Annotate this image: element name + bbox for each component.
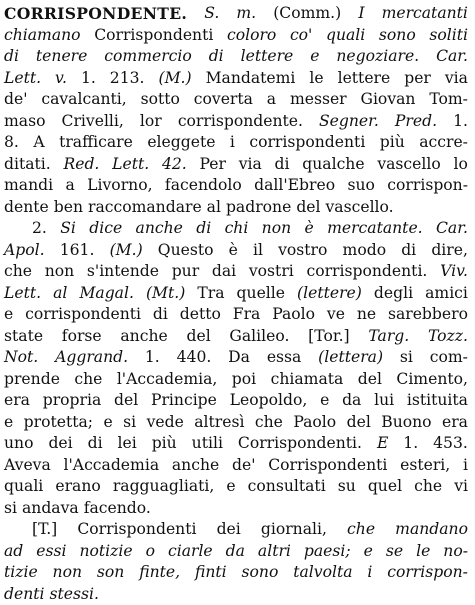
word: I bbox=[358, 3, 364, 25]
word: Apol. bbox=[4, 240, 45, 262]
word: v. bbox=[55, 68, 67, 90]
word: e bbox=[226, 476, 235, 498]
word: prende bbox=[4, 369, 60, 391]
word: vascello bbox=[377, 154, 440, 176]
word: finti bbox=[195, 562, 227, 584]
word: Paolo bbox=[293, 412, 336, 434]
word: de' bbox=[232, 455, 256, 477]
word: lo bbox=[454, 154, 468, 176]
word: quel bbox=[368, 476, 402, 498]
word: che bbox=[255, 412, 283, 434]
word: poi bbox=[232, 369, 256, 391]
word: quali bbox=[4, 476, 43, 498]
word: (lettere) bbox=[297, 283, 362, 305]
word: l'Accademia, bbox=[117, 369, 218, 391]
word: com- bbox=[430, 347, 468, 369]
word: mercatanti bbox=[382, 3, 468, 25]
word: del bbox=[186, 326, 210, 348]
word: più bbox=[380, 132, 405, 154]
word: amici bbox=[425, 283, 468, 305]
word: Fra bbox=[233, 304, 261, 326]
word: tenere bbox=[36, 46, 87, 68]
word: chiamata bbox=[271, 369, 344, 391]
word: Tom- bbox=[429, 89, 468, 111]
word: Questo bbox=[158, 240, 214, 262]
text-line bbox=[4, 111, 468, 133]
word: non bbox=[262, 218, 291, 240]
word: messer bbox=[290, 89, 347, 111]
word: altresì bbox=[194, 412, 244, 434]
dictionary-entry bbox=[4, 3, 468, 605]
word: Aggrand. bbox=[55, 347, 128, 369]
word: 440. bbox=[177, 347, 212, 369]
word: facendolo bbox=[165, 175, 242, 197]
word: era bbox=[442, 412, 468, 434]
word: E bbox=[377, 433, 388, 455]
word: protetta; bbox=[24, 412, 93, 434]
text-line bbox=[4, 3, 468, 25]
word: di bbox=[153, 304, 168, 326]
word: corrispon- bbox=[387, 175, 468, 197]
word: 453. bbox=[433, 433, 468, 455]
word: più bbox=[152, 433, 177, 455]
word: i bbox=[230, 132, 235, 154]
word: che bbox=[4, 261, 32, 283]
word: dire, bbox=[431, 240, 468, 262]
word: padrone bbox=[226, 197, 291, 219]
word: anche bbox=[136, 218, 183, 240]
word: che bbox=[347, 519, 375, 541]
word: ben bbox=[54, 197, 83, 219]
word: di bbox=[4, 46, 19, 68]
word: 161. bbox=[60, 240, 95, 262]
word: vi bbox=[454, 476, 468, 498]
word: Corrispondenti bbox=[94, 25, 213, 47]
word: a bbox=[65, 175, 74, 197]
word: CORRISPONDENTE. bbox=[4, 3, 187, 25]
word: de' bbox=[4, 89, 28, 111]
word: o bbox=[146, 541, 155, 563]
word: corrispondenti. bbox=[306, 261, 427, 283]
word: vostro bbox=[278, 240, 327, 262]
word: detto bbox=[180, 304, 221, 326]
word: stessi. bbox=[50, 584, 99, 605]
word: paesi; bbox=[304, 541, 351, 563]
word: coverta bbox=[194, 89, 253, 111]
word: anche bbox=[120, 326, 167, 348]
word: è bbox=[229, 240, 238, 262]
word: 8. bbox=[4, 132, 19, 154]
word: Giovan bbox=[360, 89, 415, 111]
word: son bbox=[97, 562, 124, 584]
word: se bbox=[386, 541, 403, 563]
word: del bbox=[358, 369, 382, 391]
word: 1. bbox=[453, 111, 468, 133]
word: degli bbox=[374, 283, 413, 305]
word: Targ. bbox=[368, 326, 409, 348]
word: non bbox=[53, 562, 82, 584]
word: eleggete bbox=[147, 132, 215, 154]
word: vede bbox=[147, 412, 184, 434]
word: Leopoldo, bbox=[230, 390, 308, 412]
word: sono bbox=[242, 562, 279, 584]
text-line bbox=[4, 347, 468, 369]
word: pur bbox=[172, 261, 199, 283]
word: dice bbox=[89, 218, 122, 240]
word: vascello. bbox=[326, 197, 394, 219]
text-line bbox=[4, 369, 468, 391]
text-line bbox=[4, 455, 468, 477]
word: e bbox=[320, 390, 329, 412]
word: Lett. bbox=[4, 68, 41, 90]
word: Corrispondenti bbox=[268, 455, 387, 477]
word: Buono bbox=[381, 412, 431, 434]
word: Car. bbox=[436, 46, 468, 68]
text-line bbox=[4, 304, 468, 326]
text-line bbox=[4, 132, 468, 154]
word: dall'Ebreo bbox=[254, 175, 335, 197]
word: sotto bbox=[141, 89, 180, 111]
word: Galileo. bbox=[229, 326, 289, 348]
word: commercio bbox=[104, 46, 192, 68]
word: il bbox=[253, 240, 263, 262]
word: del bbox=[296, 197, 320, 219]
word: Livorno, bbox=[87, 175, 152, 197]
word: Car. bbox=[436, 218, 468, 240]
word: denti bbox=[4, 584, 45, 605]
word: ad bbox=[4, 541, 23, 563]
word: chi bbox=[225, 218, 249, 240]
word: Pred. bbox=[395, 111, 437, 133]
text-line bbox=[4, 476, 468, 498]
word: anche bbox=[172, 455, 219, 477]
word: notizie bbox=[79, 541, 132, 563]
word: e bbox=[103, 412, 112, 434]
word: Red. bbox=[63, 154, 99, 176]
word: via bbox=[445, 68, 468, 90]
word: per bbox=[404, 68, 431, 90]
text-line bbox=[4, 498, 468, 520]
word: maso bbox=[4, 111, 45, 133]
text-line bbox=[4, 433, 468, 455]
word: e bbox=[4, 412, 13, 434]
word: Si bbox=[60, 218, 76, 240]
word: i bbox=[367, 562, 372, 584]
word: da bbox=[226, 541, 245, 563]
word: Mandatemi bbox=[206, 68, 296, 90]
word: negoziare. bbox=[336, 46, 419, 68]
word: raccomandare bbox=[88, 197, 202, 219]
word: co' bbox=[290, 25, 312, 47]
word: [Tor.] bbox=[308, 326, 349, 348]
word: trafficare bbox=[59, 132, 133, 154]
text-line bbox=[4, 25, 468, 47]
text-line bbox=[4, 68, 468, 90]
word: esteri, bbox=[400, 455, 450, 477]
word: Lett. bbox=[112, 154, 149, 176]
word: di bbox=[88, 433, 103, 455]
word: si bbox=[4, 498, 17, 520]
word: sono bbox=[379, 25, 416, 47]
word: del bbox=[114, 390, 138, 412]
text-line bbox=[4, 154, 468, 176]
word: 1. bbox=[145, 347, 160, 369]
word: istituita bbox=[407, 390, 468, 412]
word: talvolta bbox=[293, 562, 352, 584]
word: finte, bbox=[139, 562, 180, 584]
word: si bbox=[400, 347, 413, 369]
word: non bbox=[45, 261, 74, 283]
word: sarebbero bbox=[388, 304, 468, 326]
word: andava bbox=[22, 498, 79, 520]
word: Magal. bbox=[79, 283, 134, 305]
word: al bbox=[207, 197, 221, 219]
word: di bbox=[196, 218, 211, 240]
text-line bbox=[4, 541, 468, 563]
word: Segner. bbox=[319, 111, 379, 133]
word: Corrispondenti. bbox=[238, 433, 362, 455]
word: state bbox=[4, 326, 43, 348]
word: del bbox=[347, 412, 371, 434]
word: soliti bbox=[429, 25, 468, 47]
word: 1. bbox=[403, 433, 418, 455]
word: essa bbox=[267, 347, 302, 369]
word: corrispondente. bbox=[178, 111, 303, 133]
word: corrispondenti bbox=[249, 132, 365, 154]
word: Aveva bbox=[4, 455, 51, 477]
word: a bbox=[267, 89, 276, 111]
text-line bbox=[4, 584, 468, 605]
word: Corrispondenti bbox=[77, 519, 196, 541]
word: via bbox=[239, 154, 262, 176]
word: dei bbox=[217, 519, 241, 541]
word: facendo. bbox=[84, 498, 151, 520]
word: lettere bbox=[241, 46, 294, 68]
text-line bbox=[4, 390, 468, 412]
text-line bbox=[4, 197, 468, 219]
word: corrispon- bbox=[387, 562, 468, 584]
word: 1. bbox=[81, 68, 96, 90]
text-line bbox=[4, 519, 468, 541]
word: consultati bbox=[248, 476, 326, 498]
word: Paolo bbox=[272, 304, 315, 326]
word: ne bbox=[357, 304, 376, 326]
word: forse bbox=[62, 326, 102, 348]
word: che bbox=[414, 476, 442, 498]
word: [T.] bbox=[32, 519, 57, 541]
word: i bbox=[463, 455, 468, 477]
word: si bbox=[123, 412, 136, 434]
text-line bbox=[4, 412, 468, 434]
word: dai bbox=[212, 261, 236, 283]
word: e bbox=[4, 304, 13, 326]
word: corrispondenti bbox=[25, 304, 141, 326]
word: mandano bbox=[395, 519, 468, 541]
word: accre- bbox=[419, 132, 468, 154]
word: giornali, bbox=[261, 519, 327, 541]
word: A bbox=[33, 132, 44, 154]
word: ve bbox=[327, 304, 345, 326]
word: lor bbox=[140, 111, 162, 133]
word: 213. bbox=[110, 68, 145, 90]
word: suo bbox=[347, 175, 374, 197]
word: dei bbox=[48, 433, 72, 455]
word: (lettera) bbox=[318, 347, 383, 369]
word: quelle bbox=[237, 283, 285, 305]
word: Da bbox=[228, 347, 250, 369]
word: quali bbox=[326, 25, 365, 47]
word: utili bbox=[192, 433, 223, 455]
word: modo bbox=[343, 240, 387, 262]
word: mandi bbox=[4, 175, 53, 197]
word: Not. bbox=[4, 347, 38, 369]
word: Crivelli, bbox=[62, 111, 124, 133]
text-line bbox=[4, 240, 468, 262]
text-line bbox=[4, 283, 468, 305]
word: ciarle bbox=[168, 541, 213, 563]
word: (M.) bbox=[159, 68, 192, 90]
word: Cimento, bbox=[396, 369, 468, 391]
text-line bbox=[4, 218, 468, 240]
word: che bbox=[74, 369, 102, 391]
word: S. bbox=[204, 3, 219, 25]
word: lui bbox=[374, 390, 394, 412]
word: 42. bbox=[162, 154, 187, 176]
word: di bbox=[209, 46, 224, 68]
word: 2. bbox=[32, 218, 47, 240]
text-line bbox=[4, 89, 468, 111]
word: altri bbox=[258, 541, 291, 563]
word: (M.) bbox=[110, 240, 143, 262]
word: Principe bbox=[151, 390, 217, 412]
word: s'intende bbox=[87, 261, 159, 283]
text-line bbox=[4, 562, 468, 584]
word: da bbox=[342, 390, 361, 412]
word: ditati. bbox=[4, 154, 51, 176]
word: erano bbox=[55, 476, 100, 498]
word: tizie bbox=[4, 562, 38, 584]
word: e bbox=[364, 541, 373, 563]
word: cavalcanti, bbox=[41, 89, 126, 111]
word: di bbox=[275, 154, 290, 176]
word: su bbox=[338, 476, 356, 498]
word: era bbox=[4, 390, 30, 412]
word: vostri bbox=[249, 261, 294, 283]
word: chiamano bbox=[4, 25, 81, 47]
word: e bbox=[310, 46, 319, 68]
word: Per bbox=[200, 154, 226, 176]
word: Lett. bbox=[4, 283, 41, 305]
word: propria bbox=[43, 390, 102, 412]
word: le bbox=[309, 68, 323, 90]
text-line bbox=[4, 326, 468, 348]
word: lettere bbox=[338, 68, 391, 90]
word: uno bbox=[4, 433, 33, 455]
text-line bbox=[4, 46, 468, 68]
word: è bbox=[305, 218, 314, 240]
word: le bbox=[416, 541, 430, 563]
word: ragguagliati, bbox=[113, 476, 215, 498]
word: mercatante. bbox=[327, 218, 423, 240]
word: Viv. bbox=[440, 261, 468, 283]
word: Tra bbox=[197, 283, 224, 305]
word: dente bbox=[4, 197, 49, 219]
word: (Mt.) bbox=[146, 283, 185, 305]
word: essi bbox=[36, 541, 66, 563]
word: al bbox=[53, 283, 67, 305]
word: lei bbox=[118, 433, 137, 455]
word: l'Accademia bbox=[64, 455, 160, 477]
word: di bbox=[401, 240, 416, 262]
word: (Comm.) bbox=[273, 3, 341, 25]
word: qualche bbox=[302, 154, 364, 176]
word: m. bbox=[236, 3, 256, 25]
text-line bbox=[4, 175, 468, 197]
text-line bbox=[4, 261, 468, 283]
word: Tozz. bbox=[428, 326, 468, 348]
word: coloro bbox=[227, 25, 276, 47]
word: no- bbox=[443, 541, 468, 563]
